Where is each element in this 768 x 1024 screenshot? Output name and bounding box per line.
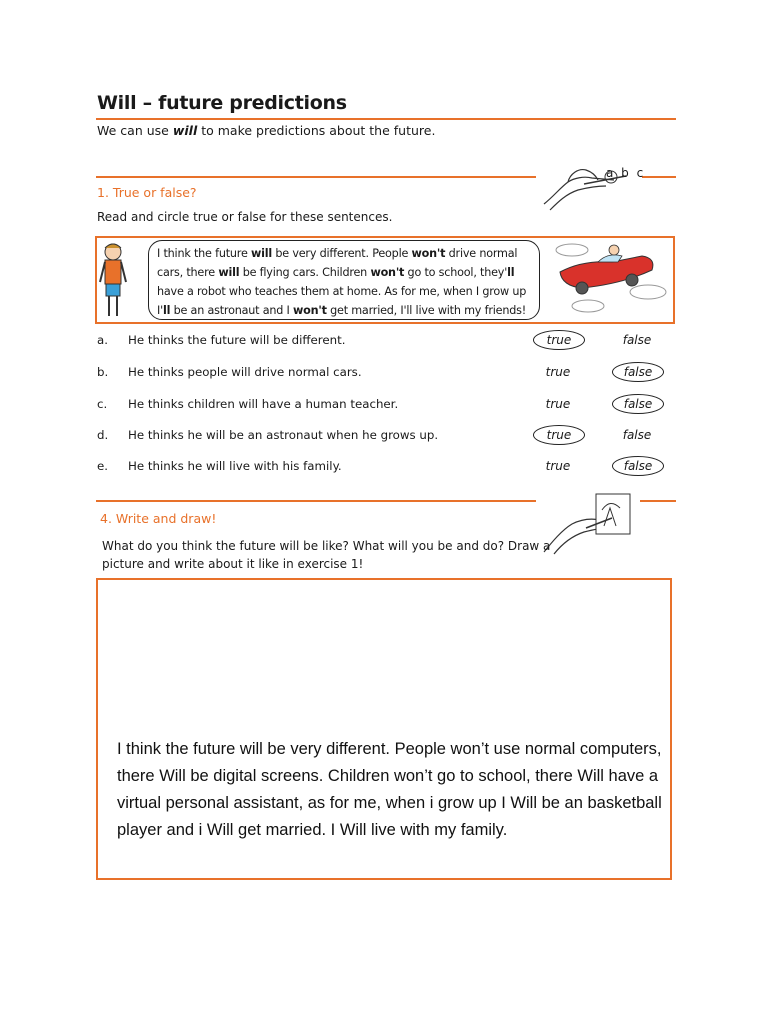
question-text: He thinks he will be an astronaut when he grows up. bbox=[128, 428, 439, 442]
question-row bbox=[97, 365, 677, 385]
section4-rule-right bbox=[640, 500, 676, 502]
false-option[interactable]: false bbox=[612, 362, 664, 382]
section1-instruction: Read and circle true or false for these sentences. bbox=[97, 210, 393, 224]
question-letter: b. bbox=[97, 365, 109, 379]
question-row bbox=[97, 397, 677, 417]
false-option[interactable]: false bbox=[622, 428, 652, 442]
true-option[interactable]: true bbox=[533, 425, 585, 445]
abc-label: a b c bbox=[606, 166, 646, 180]
question-row bbox=[97, 333, 677, 353]
flying-car-illustration bbox=[552, 240, 670, 320]
question-text: He thinks he will live with his family. bbox=[128, 459, 342, 473]
title-underline bbox=[96, 118, 676, 120]
false-option[interactable]: false bbox=[612, 456, 664, 476]
page-title: Will – future predictions bbox=[97, 92, 347, 114]
boy-illustration bbox=[97, 240, 137, 324]
question-row bbox=[97, 459, 677, 479]
question-text: He thinks children will have a human teacher. bbox=[128, 397, 399, 411]
section1-rule-right bbox=[642, 176, 676, 178]
true-option[interactable]: true bbox=[545, 365, 571, 379]
section4-instruction: What do you think the future will be like? What will you be and do? Draw a picture and write about it like in exercise 1! bbox=[102, 539, 551, 571]
false-option[interactable]: false bbox=[612, 394, 664, 414]
question-letter: e. bbox=[97, 459, 109, 473]
question-letter: c. bbox=[97, 397, 108, 411]
question-row bbox=[97, 428, 677, 448]
question-text: He thinks the future will be different. bbox=[128, 333, 346, 347]
true-option[interactable]: true bbox=[533, 330, 585, 350]
story-bubble: I think the future will be very different. People won't drive normal cars, there will be flying cars. Children won't go to school, they'll have a robot who teaches them at home. As for me, when I grow up I'll be an astronaut and I won't get married, I'll live with my friends! bbox=[148, 240, 540, 320]
question-letter: a. bbox=[97, 333, 108, 347]
true-option[interactable]: true bbox=[545, 397, 571, 411]
answer-text: I think the future will be very different. People won’t use normal computers, there Will be digital screens. Children won’t go to school, there Will have a virtual personal assistant, as for me, when i grow up I Will be an basketball player and i Will get married. I Will live with my family. bbox=[117, 740, 662, 839]
question-letter: d. bbox=[97, 428, 109, 442]
section1-heading: 1. True or false? bbox=[97, 185, 197, 200]
question-text: He thinks people will drive normal cars. bbox=[128, 365, 362, 379]
hand-drawing-icon bbox=[540, 488, 640, 556]
false-option[interactable]: false bbox=[622, 333, 652, 347]
intro-text: We can use will to make predictions about the future. bbox=[97, 123, 436, 138]
section1-rule-left bbox=[96, 176, 536, 178]
section4-heading: 4. Write and draw! bbox=[100, 511, 217, 526]
true-option[interactable]: true bbox=[545, 459, 571, 473]
section4-rule-left bbox=[96, 500, 536, 502]
